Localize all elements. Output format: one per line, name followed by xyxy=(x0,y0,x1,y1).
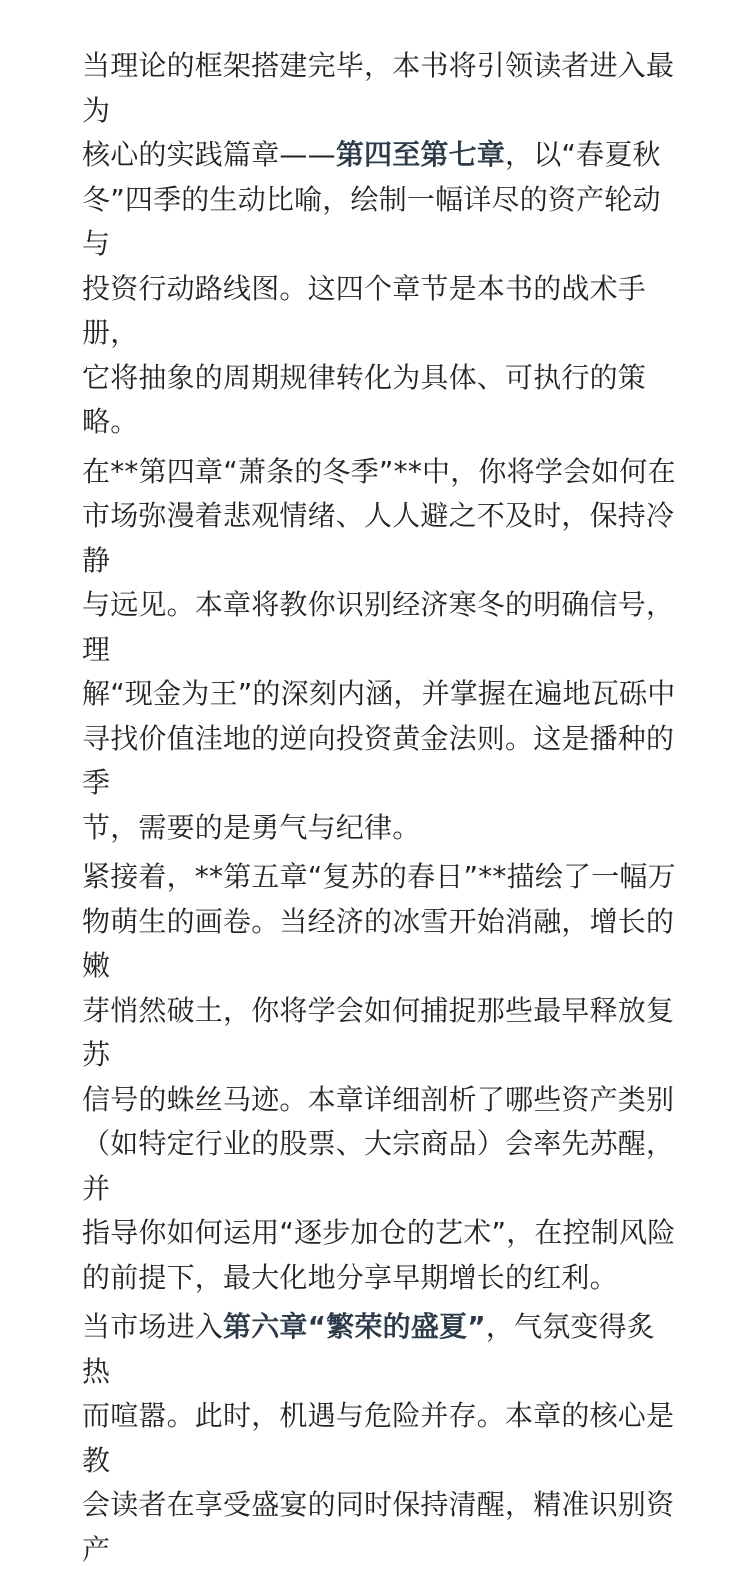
text-line xyxy=(82,1078,682,1123)
text-line xyxy=(82,356,682,445)
paragraph-intro xyxy=(82,44,682,445)
text-line xyxy=(82,583,682,672)
text-run: 市场弥漫着悲观情绪、人人避之不及时，保持冷静 xyxy=(82,499,675,577)
paragraph-chapter-six xyxy=(82,1305,682,1572)
text-line xyxy=(82,450,682,495)
article-body xyxy=(82,44,682,1577)
chapter-range-highlight: 第四至第七章 xyxy=(335,138,506,171)
text-run: 会读者在享受盛宴的同时保持清醒，精准识别资产 xyxy=(82,1488,675,1566)
text-run: 与远见。本章将教你识别经济寒冬的明确信号，理 xyxy=(82,588,675,666)
chapter-six-title-highlight: 第六章“繁荣的盛夏” xyxy=(223,1310,486,1343)
text-run: 冬”四季的生动比喻，绘制一幅详尽的资产轮动与 xyxy=(82,182,661,260)
text-line xyxy=(82,672,682,717)
text-line xyxy=(82,806,682,851)
text-line xyxy=(82,267,682,356)
text-line xyxy=(82,1122,682,1211)
text-run: 在**第四章“萧条的冬季”**中，你将学会如何在 xyxy=(82,454,676,488)
text-run: ，以“春夏秋 xyxy=(505,138,661,171)
text-line xyxy=(82,178,682,267)
text-run: 物萌生的画卷。当经济的冰雪开始消融，增长的嫩 xyxy=(82,904,675,982)
text-run: 指导你如何运用“逐步加仓的艺术”，在控制风险 xyxy=(82,1216,676,1249)
text-line xyxy=(82,133,682,178)
text-line xyxy=(82,494,682,583)
text-line xyxy=(82,717,682,806)
text-run: 的前提下，最大化地分享早期增长的红利。 xyxy=(82,1260,618,1294)
text-run: 解“现金为王”的深刻内涵，并掌握在遍地瓦砾中 xyxy=(82,677,676,710)
text-line xyxy=(82,1483,682,1572)
text-run: 当市场进入 xyxy=(82,1310,224,1343)
text-run: 芽悄然破土，你将学会如何捕捉那些最早释放复苏 xyxy=(82,993,675,1071)
paragraph-chapter-five xyxy=(82,855,682,1300)
text-run: （如特定行业的股票、大宗商品）会率先苏醒，并 xyxy=(82,1127,675,1205)
text-line xyxy=(82,1394,682,1483)
text-run: 当理论的框架搭建完毕，本书将引领读者进入最为 xyxy=(82,49,675,127)
text-run: 而喧嚣。此时，机遇与危险并存。本章的核心是教 xyxy=(82,1399,675,1477)
text-line xyxy=(82,989,682,1078)
text-line xyxy=(82,1256,682,1301)
text-run: 紧接着，**第五章“复苏的春日”**描绘了一幅万 xyxy=(82,860,676,893)
text-line xyxy=(82,1305,682,1394)
text-run: 节，需要的是勇气与纪律。 xyxy=(82,810,421,844)
text-run: ，气氛变得炙热 xyxy=(82,1310,656,1388)
text-line xyxy=(82,855,682,900)
text-run: 寻找价值洼地的逆向投资黄金法则。这是播种的季 xyxy=(82,721,675,799)
text-run: 投资行动路线图。这四个章节是本书的战术手册， xyxy=(82,271,647,349)
text-line xyxy=(82,44,682,133)
text-run: 它将抽象的周期规律转化为具体、可执行的策略。 xyxy=(82,360,647,438)
text-run: 核心的实践篇章—— xyxy=(82,138,336,171)
text-run: 信号的蛛丝马迹。本章详细剖析了哪些资产类别 xyxy=(82,1082,675,1116)
paragraph-chapter-four xyxy=(82,450,682,851)
text-line xyxy=(82,1211,682,1256)
text-line xyxy=(82,900,682,989)
